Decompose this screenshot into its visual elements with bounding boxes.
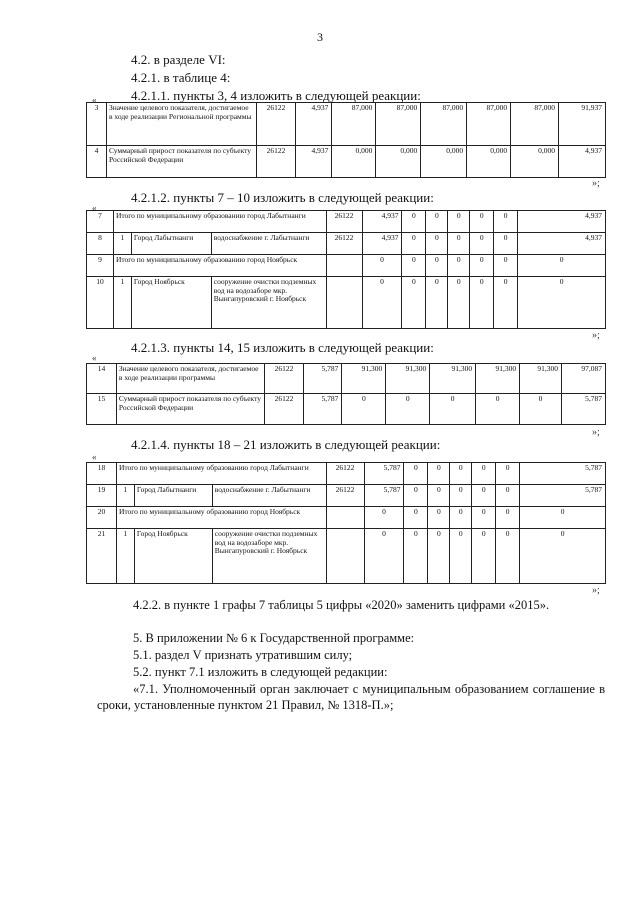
cell-value: 0 (470, 233, 494, 255)
table-rows-18-21 (86, 462, 606, 584)
row-label: Значение целевого показателя, достигаемое в ходе реализации программы (116, 364, 264, 394)
table-row (87, 529, 606, 584)
row-number: 7 (87, 211, 114, 233)
cell-value: 0 (342, 394, 386, 425)
cell-value: 5,787 (304, 394, 342, 425)
row-city: Город Ноябрьск (134, 529, 212, 584)
row-label: Итого по муниципальному образованию город Ноябрьск (116, 507, 326, 529)
cell-value: 91,300 (476, 364, 520, 394)
heading-4-2-1: 4.2.1. в таблице 4: (131, 70, 231, 85)
cell-value: 87,000 (511, 103, 559, 146)
cell-value: 0 (362, 255, 402, 277)
row-code: 26122 (326, 233, 362, 255)
row-number: 19 (87, 485, 117, 507)
cell-value: 4,937 (296, 103, 332, 146)
cell-value: 0 (448, 233, 470, 255)
heading-4-2-1-2: 4.2.1.2. пункты 7 – 10 изложить в следующей реакции: (131, 190, 434, 205)
table-row (87, 211, 606, 233)
cell-value: 91,300 (430, 364, 476, 394)
table-row (87, 255, 606, 277)
table-rows-3-4 (86, 102, 606, 178)
cell-value: 5,787 (364, 463, 404, 485)
close-quote: »; (592, 585, 600, 596)
cell-value: 0 (496, 485, 520, 507)
heading-4-2-1-1: 4.2.1.1. пункты 3, 4 изложить в следующей реакции: (131, 88, 421, 103)
row-code: 26122 (326, 463, 364, 485)
cell-value: 4,937 (296, 146, 332, 178)
cell-value: 0 (430, 394, 476, 425)
cell-value: 87,000 (376, 103, 421, 146)
cell-value: 0 (520, 529, 606, 584)
cell-value: 0 (472, 485, 496, 507)
cell-value: 0 (404, 463, 428, 485)
cell-value: 0 (520, 394, 562, 425)
cell-value: 0 (426, 277, 448, 329)
row-city: Город Ноябрьск (131, 277, 211, 329)
row-label: Суммарный прирост показателя по субъекту Российской Федерации (106, 146, 256, 178)
cell-value: 0 (472, 507, 496, 529)
cell-value: 0,000 (511, 146, 559, 178)
cell-value: 0 (472, 463, 496, 485)
cell-value: 0 (404, 529, 428, 584)
cell-value: 0 (494, 211, 518, 233)
cell-value: 5,787 (520, 463, 606, 485)
cell-value: 0 (494, 255, 518, 277)
cell-value: 0 (402, 233, 426, 255)
row-number: 20 (87, 507, 117, 529)
cell-value: 97,087 (562, 364, 606, 394)
cell-value: 91,300 (520, 364, 562, 394)
cell-value: 0 (426, 211, 448, 233)
cell-value: 0 (402, 255, 426, 277)
row-label: Значение целевого показателя, достигаемое в ходе реализации Региональной программы (106, 103, 256, 146)
paragraph-4-2-2: 4.2.2. в пункте 1 графы 7 таблицы 5 цифры «2020» заменить цифрами «2015». (133, 598, 550, 612)
table-row (87, 463, 606, 485)
row-code (326, 529, 364, 584)
row-code: 26122 (256, 103, 296, 146)
cell-value: 87,000 (332, 103, 376, 146)
row-code: 26122 (264, 364, 304, 394)
cell-value: 0 (450, 463, 472, 485)
cell-value: 87,000 (467, 103, 511, 146)
paragraph-7-1: «7.1. Уполномоченный орган заключает с муниципальным образованием соглашение в сроки, установленные пунктом 21 Правил, № 1318-П.»; (97, 682, 605, 712)
close-quote: »; (592, 330, 600, 341)
open-quote: « (92, 353, 97, 363)
cell-value: 4,937 (518, 211, 606, 233)
cell-value: 0 (386, 394, 430, 425)
cell-value: 0 (470, 211, 494, 233)
open-quote: « (92, 203, 97, 213)
table-row (87, 507, 606, 529)
cell-value: 0 (450, 507, 472, 529)
cell-value: 0 (518, 255, 606, 277)
row-label: Суммарный прирост показателя по субъекту Российской Федерации (116, 394, 264, 425)
close-quote: »; (592, 427, 600, 438)
row-number: 18 (87, 463, 117, 485)
cell-value: 0 (428, 507, 450, 529)
cell-value: 0 (448, 277, 470, 329)
cell-value: 0 (496, 529, 520, 584)
cell-value: 0 (496, 463, 520, 485)
row-label: Итого по муниципальному образованию город Лабытнанги (116, 463, 326, 485)
cell-value: 0 (470, 277, 494, 329)
table-rows-7-10 (86, 210, 606, 329)
cell-value: 0 (518, 277, 606, 329)
table-row (87, 146, 606, 178)
cell-value: 87,000 (421, 103, 467, 146)
row-object: сооружение очистки подземных вод на водозаборе мкр. Вынгапуровский г. Ноябрьск (212, 529, 326, 584)
row-subnumber: 1 (116, 529, 134, 584)
table-row (87, 485, 606, 507)
cell-value: 0 (496, 507, 520, 529)
paragraph-5-1: 5.1. раздел V признать утратившим силу; (133, 648, 353, 662)
cell-value: 0 (362, 277, 402, 329)
cell-value: 0 (426, 255, 448, 277)
cell-value: 0,000 (376, 146, 421, 178)
table-rows-14-15 (86, 363, 606, 425)
cell-value: 0 (448, 211, 470, 233)
cell-value: 0 (426, 233, 448, 255)
row-code (326, 277, 362, 329)
table-row (87, 103, 606, 146)
cell-value: 0 (470, 255, 494, 277)
heading-4-2-1-4: 4.2.1.4. пункты 18 – 21 изложить в следующей реакции: (131, 437, 441, 452)
row-code: 26122 (326, 211, 362, 233)
row-subnumber: 1 (113, 233, 131, 255)
cell-value: 5,787 (520, 485, 606, 507)
row-number: 3 (87, 103, 107, 146)
row-city: Город Лабытнанги (131, 233, 211, 255)
row-code: 26122 (264, 394, 304, 425)
close-quote: »; (592, 178, 600, 189)
cell-value: 4,937 (518, 233, 606, 255)
cell-value: 4,937 (559, 146, 606, 178)
cell-value: 0 (520, 507, 606, 529)
paragraph-5: 5. В приложении № 6 к Государственной программе: (133, 631, 415, 645)
cell-value: 0 (402, 277, 426, 329)
cell-value: 0 (428, 529, 450, 584)
cell-value: 4,937 (362, 211, 402, 233)
cell-value: 0 (402, 211, 426, 233)
table-row (87, 233, 606, 255)
row-number: 8 (87, 233, 114, 255)
row-city: Город Лабытнанги (134, 485, 212, 507)
cell-value: 0 (494, 277, 518, 329)
cell-value: 5,787 (364, 485, 404, 507)
row-code (326, 255, 362, 277)
row-number: 14 (87, 364, 117, 394)
cell-value: 0 (472, 529, 496, 584)
cell-value: 0 (428, 485, 450, 507)
row-object: водоснабжение г. Лабытнанги (212, 485, 326, 507)
cell-value: 0 (476, 394, 520, 425)
cell-value: 91,300 (386, 364, 430, 394)
table-row (87, 364, 606, 394)
cell-value: 0,000 (332, 146, 376, 178)
cell-value: 5,787 (562, 394, 606, 425)
cell-value: 0 (450, 485, 472, 507)
paragraph-5-2: 5.2. пункт 7.1 изложить в следующей редакции: (133, 665, 388, 679)
row-number: 15 (87, 394, 117, 425)
cell-value: 5,787 (304, 364, 342, 394)
cell-value: 0,000 (467, 146, 511, 178)
row-object: водоснабжение г. Лабытнанги (211, 233, 326, 255)
page-number: 3 (317, 30, 323, 44)
row-subnumber: 1 (116, 485, 134, 507)
row-object: сооружение очистки подземных вод на водозаборе мкр. Вынгапуровский г. Ноябрьск (211, 277, 326, 329)
row-subnumber: 1 (113, 277, 131, 329)
row-code (326, 507, 364, 529)
row-number: 10 (87, 277, 114, 329)
heading-4-2-1-3: 4.2.1.3. пункты 14, 15 изложить в следующей реакции: (131, 340, 434, 355)
open-quote: « (92, 452, 97, 462)
cell-value: 0 (364, 529, 404, 584)
table-row (87, 277, 606, 329)
cell-value: 4,937 (362, 233, 402, 255)
cell-value: 0 (404, 507, 428, 529)
cell-value: 0 (364, 507, 404, 529)
cell-value: 91,300 (342, 364, 386, 394)
row-label: Итого по муниципальному образованию город Ноябрьск (113, 255, 326, 277)
row-label: Итого по муниципальному образованию город Лабытнанги (113, 211, 326, 233)
cell-value: 0 (450, 529, 472, 584)
table-row (87, 394, 606, 425)
cell-value: 0 (494, 233, 518, 255)
cell-value: 91,937 (559, 103, 606, 146)
cell-value: 0 (428, 463, 450, 485)
row-number: 9 (87, 255, 114, 277)
row-code: 26122 (256, 146, 296, 178)
row-number: 21 (87, 529, 117, 584)
open-quote: « (92, 95, 97, 105)
row-code: 26122 (326, 485, 364, 507)
cell-value: 0 (448, 255, 470, 277)
cell-value: 0 (404, 485, 428, 507)
cell-value: 0,000 (421, 146, 467, 178)
heading-4-2: 4.2. в разделе VI: (131, 52, 226, 67)
row-number: 4 (87, 146, 107, 178)
